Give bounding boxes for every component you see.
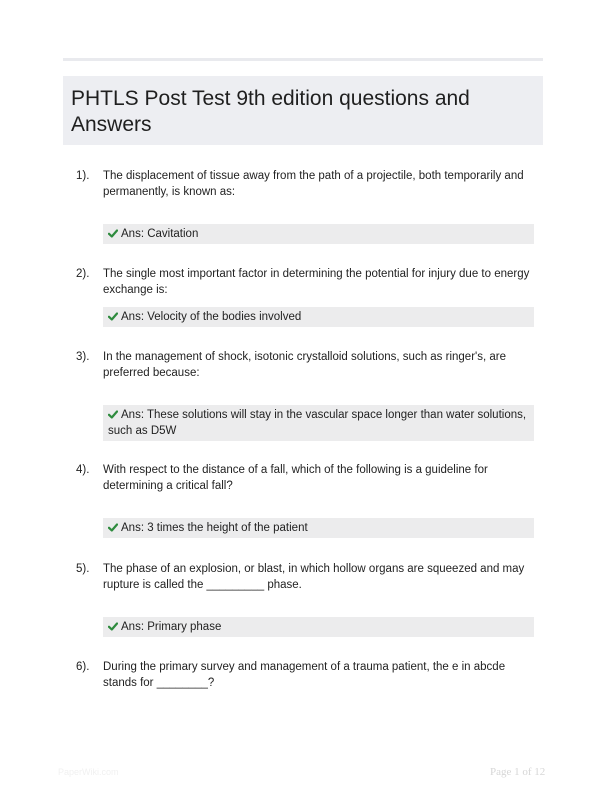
question-number: 1). [76, 170, 90, 182]
question-number: 6). [76, 661, 90, 673]
answer-text: Ans: 3 times the height of the patient [121, 522, 308, 534]
question-text: The single most important factor in determining the potential for injury due to energy exchange is: [103, 268, 530, 296]
answer-3 [103, 405, 534, 441]
top-rule [63, 58, 543, 61]
title-box [63, 76, 543, 145]
answer-4 [103, 518, 534, 538]
check-icon [108, 523, 118, 532]
question-text: With respect to the distance of a fall, which of the following is a guideline for determining a critical fall? [103, 464, 488, 492]
footer-watermark: PaperWiki.com [58, 767, 119, 777]
check-icon [108, 410, 118, 419]
check-icon [108, 622, 118, 631]
answer-text: Ans: These solutions will stay in the vascular space longer than water solutions, such as D5W [108, 409, 527, 437]
answer-5 [103, 617, 534, 637]
question-text: The displacement of tissue away from the path of a projectile, both temporarily and permanently, is known as: [103, 170, 524, 198]
question-number: 2). [76, 268, 90, 280]
page-title: PHTLS Post Test 9th edition questions and Answers [71, 87, 470, 136]
answer-text: Ans: Velocity of the bodies involved [121, 311, 302, 323]
question-number: 5). [76, 563, 90, 575]
answer-2 [103, 307, 534, 327]
page-number: Page 1 of 12 [490, 766, 546, 778]
question-number: 3). [76, 351, 90, 363]
question-text: In the management of shock, isotonic crystalloid solutions, such as ringer's, are preferred because: [103, 351, 506, 379]
question-text: The phase of an explosion, or blast, in which hollow organs are squeezed and may rupture is called the _________ phase. [103, 563, 525, 591]
check-icon [108, 312, 118, 321]
answer-1 [103, 224, 534, 244]
answer-text: Ans: Cavitation [121, 228, 199, 240]
check-icon [108, 229, 118, 238]
answer-text: Ans: Primary phase [121, 621, 222, 633]
question-text: During the primary survey and management of a trauma patient, the e in abcde stands for ________? [103, 661, 506, 689]
question-number: 4). [76, 464, 90, 476]
